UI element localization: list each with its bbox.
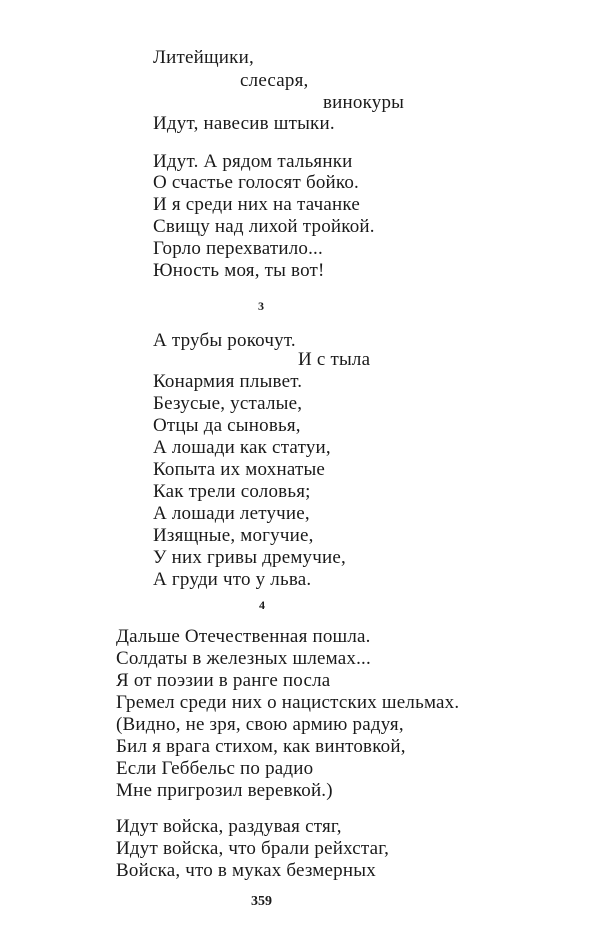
poem-line: Идут войска, раздувая стяг, bbox=[116, 816, 342, 837]
poem-line: Как трели соловья; bbox=[153, 481, 311, 502]
poem-line: Безусые, усталые, bbox=[153, 393, 303, 414]
poem-line: винокуры bbox=[323, 92, 405, 113]
poem-line: Отцы да сыновья, bbox=[153, 415, 301, 436]
poem-line: О счастье голосят бойко. bbox=[153, 172, 359, 193]
poem-line: Дальше Отечественная пошла. bbox=[116, 626, 371, 647]
poem-line: Юность моя, ты вот! bbox=[153, 260, 325, 281]
poem-line: Солдаты в железных шлемах... bbox=[116, 648, 371, 669]
poem-line: У них гривы дремучие, bbox=[153, 547, 346, 568]
poem-line: Горло перехватило... bbox=[153, 238, 323, 259]
poem-line: Изящные, могучие, bbox=[153, 525, 314, 546]
poem-line: Конармия плывет. bbox=[153, 371, 303, 392]
poem-line: (Видно, не зря, свою армию радуя, bbox=[116, 714, 404, 735]
poem-line: Идут войска, что брали рейхстаг, bbox=[116, 838, 390, 859]
page-number: 359 bbox=[251, 894, 272, 909]
poem-line: А груди что у льва. bbox=[153, 569, 312, 590]
poem-line: Литейщики, bbox=[153, 47, 254, 68]
poem-line: А лошади как статуи, bbox=[153, 437, 331, 458]
poem-line: Свищу над лихой тройкой. bbox=[153, 216, 375, 237]
poem-line: Если Геббельс по радио bbox=[116, 758, 314, 779]
poem-line: Гремел среди них о нацистских шельмах. bbox=[116, 692, 460, 713]
poem-line: Идут. А рядом тальянки bbox=[153, 151, 353, 172]
poem-line: И я среди них на тачанке bbox=[153, 194, 360, 215]
poem-line: Мне пригрозил веревкой.) bbox=[116, 780, 333, 801]
poem-line: Войска, что в муках безмерных bbox=[116, 860, 376, 881]
section-number: 3 bbox=[258, 299, 264, 313]
poem-line: Идут, навесив штыки. bbox=[153, 113, 335, 134]
poem-line: Я от поэзии в ранге посла bbox=[116, 670, 331, 691]
poem-line: Копыта их мохнатые bbox=[153, 459, 326, 480]
poem-line: И с тыла bbox=[298, 349, 371, 370]
section-number: 4 bbox=[259, 598, 265, 612]
poem-line: слесаря, bbox=[240, 70, 309, 91]
poem-line: А трубы рокочут. bbox=[153, 330, 296, 351]
poem-line: Бил я врага стихом, как винтовкой, bbox=[116, 736, 406, 757]
poem-line: А лошади летучие, bbox=[153, 503, 310, 524]
